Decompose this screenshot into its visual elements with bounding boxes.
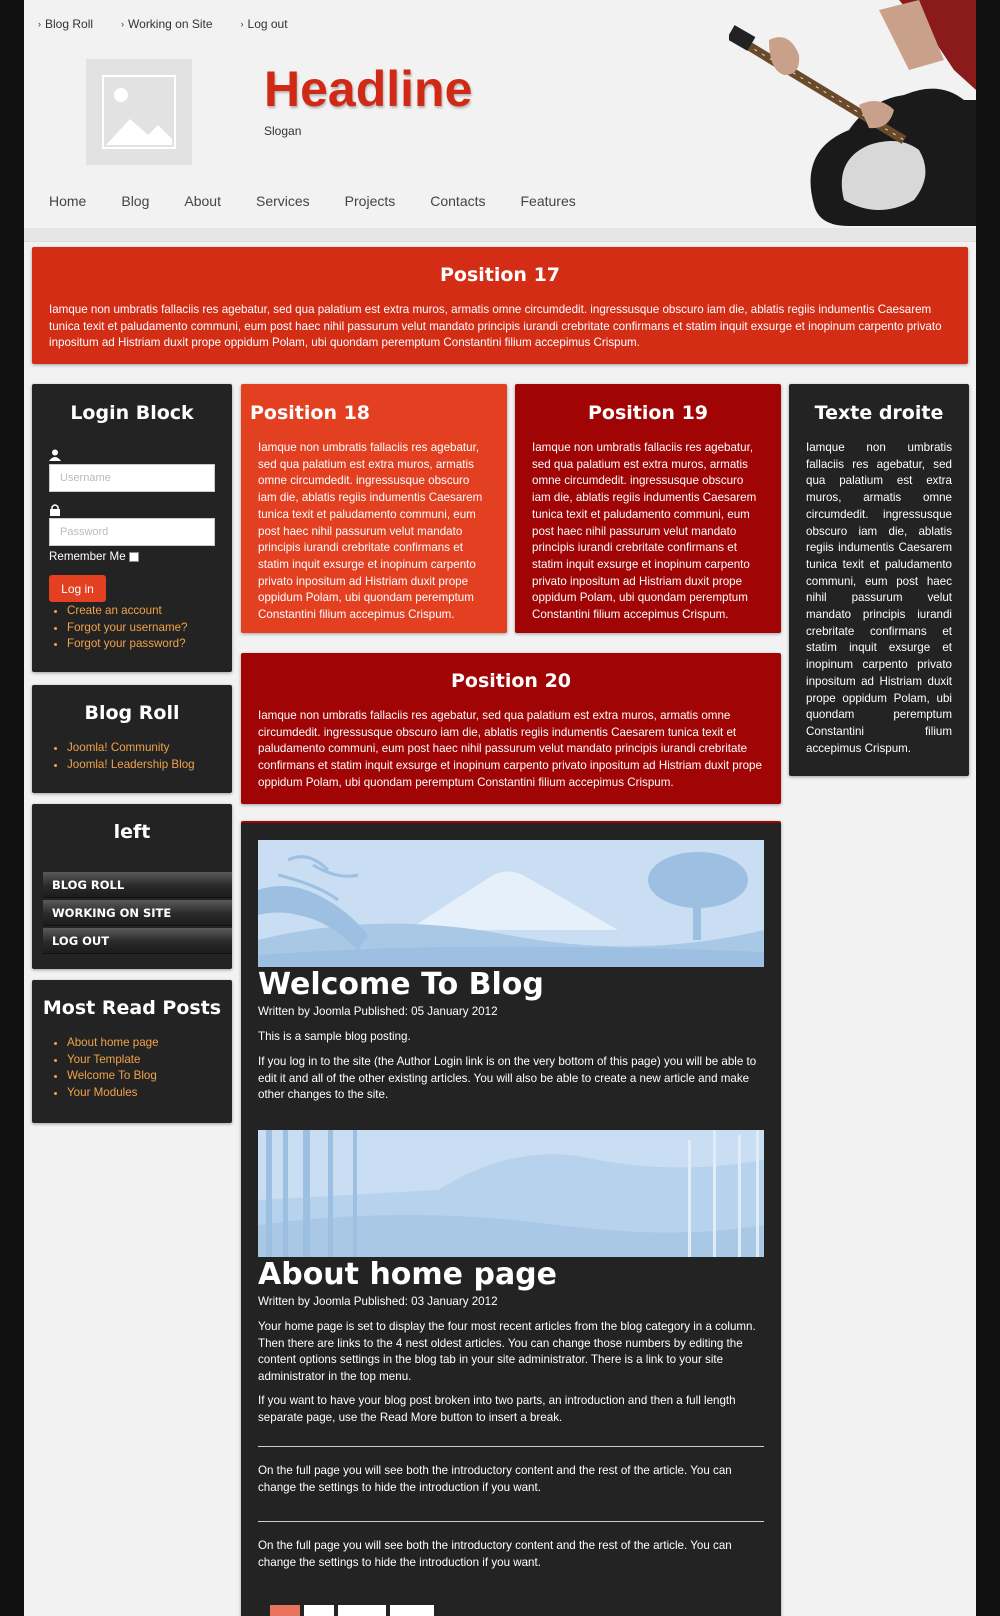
create-account-link[interactable]: Create an account [67, 604, 162, 617]
module-text: Iamque non umbratis fallaciis res agebatur, sed qua palatium est extra muros, armatis omne circumdedit. ingressusque obscuro iam die, ablatis regiis indumentis Caesarem tunica texit et paludamento communi, eum post haec nihil passurum velut mandato principis iurandi crebritate confirmans et statim inquit exsurge et inopinum carpento privato inpositum ad Histriam duxit prope oppidum Polam, ubi quondam peremptum Constantini filium accepimus Crispum. [806, 441, 952, 755]
module-title: Login Block [70, 402, 194, 424]
module-title: Position 17 [439, 264, 561, 286]
remember-me-label: Remember Me [49, 550, 126, 563]
left-menu-item-log-out[interactable]: LOG OUT [43, 928, 232, 954]
module-text: Iamque non umbratis fallaciis res agebatur, sed qua palatium est extra muros, armatis omne circumdedit. ingressusque obscuro iam die, ablatis regiis indumentis Caesarem tunica texit et paludamento communi, eum post haec nihil passurum velut mandato principis iurandi crebritate confirmans et statim inquit exsurge et inopinum carpento privato inpositum ad Histriam duxit prope oppidum Polam, ubi quondam peremptum Constantini filium accepimus Crispum. [258, 709, 762, 789]
top-link-label: Working on Site [128, 17, 213, 31]
list-item[interactable] [67, 1085, 159, 1102]
list-item[interactable] [67, 740, 195, 757]
nav-contacts[interactable]: Contacts [430, 193, 486, 209]
nav-projects[interactable]: Projects [344, 193, 396, 209]
module-text: Iamque non umbratis fallaciis res agebatur, sed qua palatium est extra muros, armatis omne circumdedit. ingressusque obscuro iam die, ablatis regiis indumentis Caesarem tunica texit et paludamento communi, eum post haec nihil passurum velut mandato principis iurandi crebritate confirmans et statim inquit exsurge et inopinum carpento privato inpositum ad Histriam duxit prope oppidum Polam, ubi quondam peremptum Constantini filium accepimus Crispum. [49, 303, 942, 350]
article-paragraph: On the full page you will see both the introductory content and the rest of the article. You can change the settings to hide the introduction if you want. [258, 1539, 732, 1569]
article-meta: Written by Joomla Published: 03 January 2012 [258, 1295, 498, 1308]
chevron-right-icon: › [38, 19, 41, 29]
guitar-player-image [729, 0, 976, 226]
top-link-blog-roll[interactable] [38, 17, 93, 31]
login-links [67, 603, 188, 653]
nav-blog[interactable]: Blog [121, 193, 150, 209]
divider [258, 1446, 764, 1447]
article-title[interactable]: Welcome To Blog [258, 967, 544, 1002]
top-link-label: Log out [247, 17, 288, 31]
chevron-right-icon: › [121, 19, 125, 29]
module-title: left [113, 821, 151, 843]
blog-roll-module [32, 685, 232, 793]
list-item[interactable] [67, 757, 195, 774]
header-divider [24, 228, 976, 242]
main-nav [49, 193, 611, 209]
login-module [32, 384, 232, 672]
top-link-working-on-site[interactable] [121, 17, 213, 31]
remember-me [49, 550, 139, 563]
most-read-link[interactable]: About home page [67, 1036, 159, 1049]
left-menu-item-blog-roll[interactable]: BLOG ROLL [43, 872, 232, 898]
top-links [38, 17, 288, 31]
site-headline[interactable]: Headline [264, 61, 473, 117]
position-19-module [515, 384, 781, 633]
divider [258, 1521, 764, 1522]
most-read-module [32, 980, 232, 1123]
article-title[interactable]: About home page [258, 1257, 558, 1292]
joomla-community-link[interactable]: Joomla! Community [67, 741, 170, 754]
site-slogan: Slogan [264, 124, 302, 138]
pagination-page[interactable] [304, 1605, 334, 1616]
most-read-link[interactable]: Welcome To Blog [67, 1069, 157, 1083]
position-17-module [32, 247, 968, 364]
most-read-link[interactable]: Your Template [67, 1052, 141, 1066]
username-input[interactable]: Username [49, 464, 215, 492]
list-item[interactable] [67, 1068, 159, 1085]
blog-content [241, 821, 781, 1616]
module-title: Texte droite [814, 402, 944, 424]
list-item[interactable] [67, 620, 188, 637]
pagination-page[interactable] [390, 1605, 434, 1616]
article-paragraph: This is a sample blog posting. [258, 1030, 411, 1043]
article-paragraph: If you want to have your blog post broken into two parts, an introduction and then a full length separate page, use the Read More button to insert a break. [258, 1394, 736, 1424]
forgot-password-link[interactable]: Forgot your password? [67, 637, 186, 651]
most-read-link[interactable]: Your Modules [67, 1086, 138, 1100]
nav-home[interactable]: Home [49, 193, 87, 209]
left-menu-item-working-on-site[interactable]: WORKING ON SITE [43, 900, 232, 926]
article-banner-image [258, 1130, 764, 1257]
user-icon [49, 449, 61, 461]
texte-droite-module [789, 384, 969, 776]
module-text: Iamque non umbratis fallaciis res agebatur, sed qua palatium est extra muros, armatis omne circumdedit. ingressusque obscuro iam die, ablatis regiis indumentis Caesarem tunica texit et paludamento communi, eum post haec nihil passurum velut mandato principis iurandi crebritate confirmans et statim inquit exsurge et inopinum carpento privato inpositum ad Histriam duxit prope oppidum Polam, ubi quondam peremptum Constantini filium accepimus Crispum. [258, 441, 483, 622]
left-menu-module [32, 804, 232, 969]
module-title: Position 20 [450, 670, 572, 692]
page [24, 0, 976, 1616]
list-item[interactable] [67, 1035, 159, 1052]
forgot-username-link[interactable]: Forgot your username? [67, 620, 188, 634]
lock-icon [50, 504, 60, 516]
position-20-module [241, 653, 781, 804]
module-title: Position 19 [587, 402, 709, 424]
list-item[interactable] [67, 603, 188, 620]
joomla-leadership-blog-link[interactable]: Joomla! Leadership Blog [67, 757, 195, 771]
chevron-right-icon: › [240, 19, 244, 29]
nav-services[interactable]: Services [255, 193, 310, 209]
module-title: Most Read Posts [42, 997, 222, 1019]
pagination-page[interactable] [338, 1605, 386, 1616]
article-paragraph: On the full page you will see both the introductory content and the rest of the article. You can change the settings to hide the introduction if you want. [258, 1464, 732, 1494]
top-link-label: Blog Roll [45, 17, 94, 31]
module-text: Iamque non umbratis fallaciis res agebatur, sed qua palatium est extra muros, armatis omne circumdedit. ingressusque obscuro iam die, ablatis regiis indumentis Caesarem tunica texit et paludamento communi, eum post haec nihil passurum velut mandato principis iurandi crebritate confirmans et statim inquit exsurge et inopinum carpento privato inpositum ad Histriam duxit prope oppidum Polam, ubi quondam peremptum Constantini filium accepimus Crispum. [532, 441, 757, 622]
blog-roll-links [67, 740, 195, 773]
most-read-links [67, 1035, 159, 1102]
list-item[interactable] [67, 1052, 159, 1069]
article-paragraph: Your home page is set to display the four most recent articles from the blog category in a column. Then there are links to the 4 nest oldest articles. You can change those numbers by editing the content options settings in the blog tab in your site administrator. There is a link to your site administrator in the top menu. [258, 1320, 756, 1384]
login-button[interactable]: Log in [49, 575, 106, 602]
position-18-module [241, 384, 507, 633]
article-paragraph: If you log in to the site (the Author Login link is on the very bottom of this page) you will be able to edit it and all of the other existing articles. You will also be able to create a new article and make other changes to the site. [258, 1055, 757, 1102]
nav-features[interactable]: Features [520, 193, 576, 209]
list-item[interactable] [67, 636, 188, 653]
pagination-current[interactable] [270, 1605, 300, 1616]
article-banner-image [258, 840, 764, 967]
remember-me-checkbox[interactable] [129, 552, 139, 562]
article-meta: Written by Joomla Published: 05 January 2012 [258, 1005, 498, 1018]
module-title: Blog Roll [84, 702, 180, 724]
password-input[interactable]: Password [49, 518, 215, 546]
top-link-log-out[interactable] [241, 17, 288, 31]
logo-placeholder-icon[interactable] [86, 59, 192, 165]
nav-about[interactable]: About [184, 193, 221, 209]
module-title: Position 18 [250, 402, 371, 424]
